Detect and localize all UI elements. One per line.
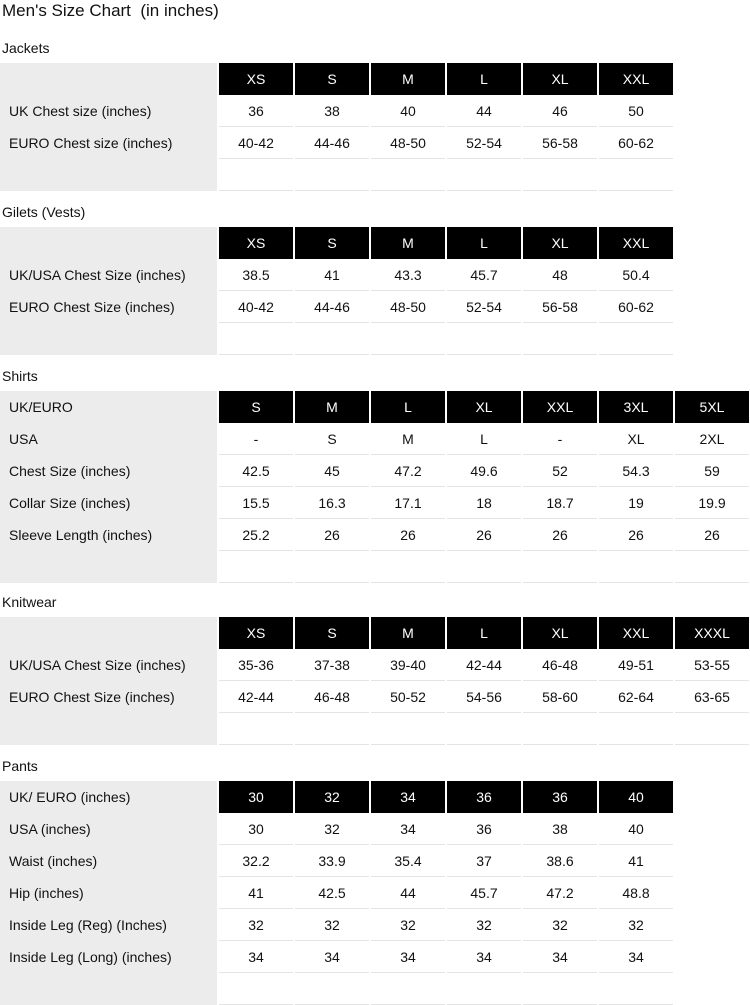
value-cell: 18.7 <box>522 487 598 519</box>
value-cell: 32.2 <box>218 845 294 877</box>
row-label: Chest Size (inches) <box>9 462 131 479</box>
table-row <box>0 423 749 455</box>
value-cell: L <box>446 423 522 455</box>
value-cell: 40-42 <box>218 127 294 159</box>
value-cell: 34 <box>370 813 446 845</box>
size-header-cell: XXL <box>598 227 673 259</box>
knitwear-size-grid <box>0 617 749 745</box>
value-cell: 58-60 <box>522 681 598 713</box>
value-cell: 41 <box>294 259 370 291</box>
row-label: UK/USA Chest Size (inches) <box>9 656 186 673</box>
row-label: UK Chest size (inches) <box>9 102 152 119</box>
row-label: Inside Leg (Reg) (Inches) <box>9 916 167 933</box>
value-cell: 63-65 <box>674 681 749 713</box>
value-cell: 38 <box>522 813 598 845</box>
value-cell <box>598 713 674 745</box>
section-title-pants: Pants <box>2 758 38 774</box>
value-cell: 62-64 <box>598 681 674 713</box>
value-cell: 45.7 <box>446 259 522 291</box>
value-cell: 34 <box>218 941 294 973</box>
value-cell: 40-42 <box>218 291 294 323</box>
value-cell: 45 <box>294 455 370 487</box>
value-cell: 48-50 <box>370 291 446 323</box>
size-header-cell: XL <box>522 227 598 259</box>
value-cell: 38.5 <box>218 259 294 291</box>
size-header-cell: XL <box>522 617 598 649</box>
value-cell: 39-40 <box>370 649 446 681</box>
gilets-size-grid <box>0 227 673 355</box>
value-cell: 44-46 <box>294 291 370 323</box>
value-cell: 44 <box>370 877 446 909</box>
empty-row <box>0 323 673 355</box>
value-cell <box>446 323 522 355</box>
value-cell: 34 <box>446 941 522 973</box>
value-cell: 26 <box>598 519 674 551</box>
header-row <box>0 63 673 95</box>
value-cell: 32 <box>294 909 370 941</box>
value-cell <box>674 713 749 745</box>
size-header-cell: 5XL <box>674 391 749 423</box>
size-header-cell: M <box>294 391 370 423</box>
header-row <box>0 617 749 649</box>
table-row <box>0 649 749 681</box>
value-cell: 49-51 <box>598 649 674 681</box>
value-cell: 17.1 <box>370 487 446 519</box>
value-cell: 32 <box>598 909 673 941</box>
value-cell <box>370 323 446 355</box>
row-label: UK/EURO <box>9 398 73 415</box>
size-header-cell: 40 <box>598 781 673 813</box>
value-cell: 26 <box>370 519 446 551</box>
value-cell: 42-44 <box>446 649 522 681</box>
value-cell: 26 <box>294 519 370 551</box>
value-cell: 46 <box>522 95 598 127</box>
value-cell: 46-48 <box>522 649 598 681</box>
value-cell: 56-58 <box>522 291 598 323</box>
value-cell: 56-58 <box>522 127 598 159</box>
table-row <box>0 455 749 487</box>
empty-row <box>0 551 749 583</box>
row-label <box>0 713 218 745</box>
row-label <box>0 227 218 259</box>
value-cell: 44 <box>446 95 522 127</box>
size-header-cell: XS <box>218 617 294 649</box>
value-cell: 43.3 <box>370 259 446 291</box>
value-cell: 33.9 <box>294 845 370 877</box>
header-row <box>0 227 673 259</box>
value-cell: 42.5 <box>218 455 294 487</box>
size-header-cell: S <box>294 63 370 95</box>
shirts-size-grid <box>0 391 749 583</box>
row-label: Collar Size (inches) <box>9 494 131 511</box>
value-cell: 30 <box>218 813 294 845</box>
value-cell: 34 <box>598 941 673 973</box>
size-header-cell: XXL <box>598 63 673 95</box>
row-label: UK/ EURO (inches) <box>9 788 131 805</box>
size-header-cell: 36 <box>522 781 598 813</box>
row-label <box>0 159 218 191</box>
table-row <box>0 681 749 713</box>
table-row <box>0 487 749 519</box>
value-cell: 44-46 <box>294 127 370 159</box>
size-header-cell: S <box>294 227 370 259</box>
value-cell: 41 <box>218 877 294 909</box>
empty-row <box>0 713 749 745</box>
value-cell: 38 <box>294 95 370 127</box>
value-cell: 36 <box>446 813 522 845</box>
value-cell: 40 <box>598 813 673 845</box>
section-title-knitwear: Knitwear <box>2 594 57 610</box>
value-cell: 48-50 <box>370 127 446 159</box>
value-cell: 47.2 <box>522 877 598 909</box>
value-cell: 50 <box>598 95 673 127</box>
size-header-cell: XS <box>218 227 294 259</box>
value-cell: 49.6 <box>446 455 522 487</box>
value-cell: XL <box>598 423 674 455</box>
value-cell <box>674 551 749 583</box>
table-row <box>0 291 673 323</box>
size-header-cell: L <box>446 63 522 95</box>
value-cell <box>294 323 370 355</box>
value-cell <box>522 159 598 191</box>
value-cell <box>446 159 522 191</box>
header-row <box>0 391 749 423</box>
value-cell <box>598 551 674 583</box>
value-cell: 41 <box>598 845 673 877</box>
table-row <box>0 95 673 127</box>
row-label: Sleeve Length (inches) <box>9 526 153 543</box>
size-header-cell: M <box>370 63 446 95</box>
size-header-cell: XS <box>218 63 294 95</box>
section-title-shirts: Shirts <box>2 368 38 384</box>
value-cell: M <box>370 423 446 455</box>
row-label: USA (inches) <box>9 820 91 837</box>
value-cell: 38.6 <box>522 845 598 877</box>
value-cell: 59 <box>674 455 749 487</box>
value-cell <box>522 713 598 745</box>
value-cell: 53-55 <box>674 649 749 681</box>
row-label: UK/USA Chest Size (inches) <box>9 266 186 283</box>
row-label: USA <box>9 430 38 447</box>
pants-size-grid <box>0 781 673 1005</box>
value-cell: 32 <box>370 909 446 941</box>
row-label <box>0 617 218 649</box>
size-header-cell: M <box>370 227 446 259</box>
value-cell: 36 <box>218 95 294 127</box>
value-cell: 32 <box>446 909 522 941</box>
table-row <box>0 845 673 877</box>
value-cell: 52-54 <box>446 291 522 323</box>
value-cell: 26 <box>674 519 749 551</box>
value-cell: 50-52 <box>370 681 446 713</box>
size-header-cell: 36 <box>446 781 522 813</box>
value-cell: 45.7 <box>446 877 522 909</box>
value-cell <box>446 551 522 583</box>
size-header-cell: XL <box>522 63 598 95</box>
value-cell <box>218 159 294 191</box>
value-cell: 18 <box>446 487 522 519</box>
value-cell: 48.8 <box>598 877 673 909</box>
value-cell <box>294 159 370 191</box>
value-cell <box>370 159 446 191</box>
value-cell: 47.2 <box>370 455 446 487</box>
value-cell: - <box>522 423 598 455</box>
page-title: Men's Size Chart (in inches) <box>2 1 219 20</box>
value-cell: 34 <box>522 941 598 973</box>
value-cell: 52-54 <box>446 127 522 159</box>
value-cell <box>370 551 446 583</box>
value-cell: 48 <box>522 259 598 291</box>
value-cell: 34 <box>370 941 446 973</box>
table-row <box>0 941 673 973</box>
size-header-cell: XXXL <box>674 617 749 649</box>
size-header-cell: L <box>446 617 522 649</box>
value-cell <box>598 159 673 191</box>
value-cell: 54.3 <box>598 455 674 487</box>
value-cell: 54-56 <box>446 681 522 713</box>
table-row <box>0 877 673 909</box>
value-cell: 32 <box>522 909 598 941</box>
row-label <box>0 551 218 583</box>
table-row <box>0 519 749 551</box>
value-cell: 19.9 <box>674 487 749 519</box>
value-cell: 40 <box>370 95 446 127</box>
value-cell: S <box>294 423 370 455</box>
value-cell: 37-38 <box>294 649 370 681</box>
value-cell <box>218 323 294 355</box>
value-cell: 25.2 <box>218 519 294 551</box>
section-title-gilets: Gilets (Vests) <box>2 204 86 220</box>
row-label: EURO Chest size (inches) <box>9 134 173 151</box>
value-cell <box>218 551 294 583</box>
value-cell <box>522 551 598 583</box>
size-header-cell: L <box>370 391 446 423</box>
section-title-jackets: Jackets <box>2 40 50 56</box>
value-cell <box>294 713 370 745</box>
size-header-cell: 3XL <box>598 391 674 423</box>
value-cell: 26 <box>522 519 598 551</box>
row-label <box>0 63 218 95</box>
value-cell: 52 <box>522 455 598 487</box>
value-cell <box>218 713 294 745</box>
value-cell <box>294 551 370 583</box>
value-cell: 50.4 <box>598 259 673 291</box>
jackets-size-grid <box>0 63 673 191</box>
value-cell: 42-44 <box>218 681 294 713</box>
size-header-cell: M <box>370 617 446 649</box>
value-cell: 46-48 <box>294 681 370 713</box>
size-header-cell: 32 <box>294 781 370 813</box>
size-header-cell: 30 <box>218 781 294 813</box>
table-row <box>0 259 673 291</box>
value-cell: 32 <box>294 813 370 845</box>
value-cell: 16.3 <box>294 487 370 519</box>
value-cell: 32 <box>218 909 294 941</box>
value-cell: - <box>218 423 294 455</box>
value-cell <box>598 323 673 355</box>
size-header-cell: S <box>294 617 370 649</box>
row-label: Inside Leg (Long) (inches) <box>9 948 172 965</box>
value-cell: 35.4 <box>370 845 446 877</box>
size-header-cell: XL <box>446 391 522 423</box>
value-cell: 19 <box>598 487 674 519</box>
row-label: Hip (inches) <box>9 884 84 901</box>
table-row <box>0 909 673 941</box>
table-row <box>0 813 673 845</box>
size-header-cell: XXL <box>598 617 674 649</box>
table-row <box>0 127 673 159</box>
value-cell: 34 <box>294 941 370 973</box>
value-cell: 42.5 <box>294 877 370 909</box>
row-label: EURO Chest Size (inches) <box>9 298 175 315</box>
size-header-cell: XXL <box>522 391 598 423</box>
size-header-cell: L <box>446 227 522 259</box>
value-cell: 60-62 <box>598 291 673 323</box>
row-label <box>0 323 218 355</box>
empty-row <box>0 159 673 191</box>
value-cell: 60-62 <box>598 127 673 159</box>
value-cell: 37 <box>446 845 522 877</box>
size-header-cell: 34 <box>370 781 446 813</box>
value-cell: 2XL <box>674 423 749 455</box>
value-cell <box>522 323 598 355</box>
value-cell <box>370 713 446 745</box>
header-row <box>0 781 673 813</box>
value-cell <box>446 713 522 745</box>
row-label: EURO Chest Size (inches) <box>9 688 175 705</box>
size-header-cell: S <box>218 391 294 423</box>
value-cell: 15.5 <box>218 487 294 519</box>
row-label: Waist (inches) <box>9 852 98 869</box>
value-cell: 35-36 <box>218 649 294 681</box>
value-cell: 26 <box>446 519 522 551</box>
